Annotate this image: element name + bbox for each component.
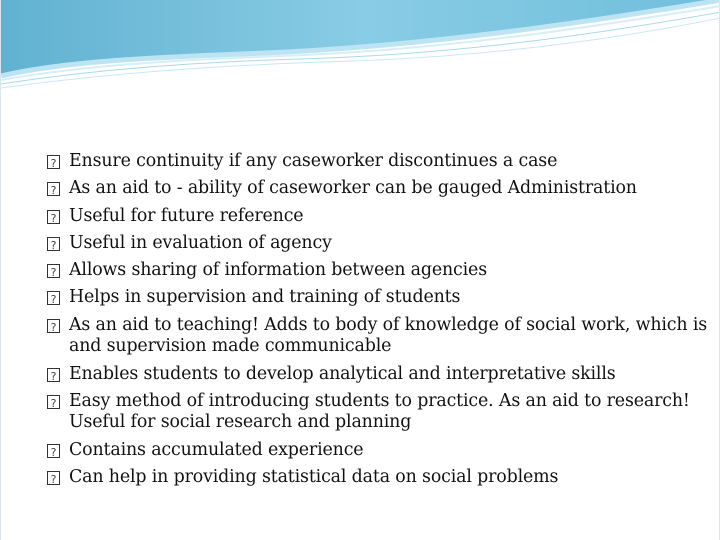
list-item <box>47 206 707 228</box>
list-item <box>47 391 707 434</box>
replacement-character-icon <box>47 395 60 409</box>
replacement-character-icon <box>47 444 60 458</box>
replacement-character-icon <box>47 237 60 251</box>
list-item <box>47 287 707 309</box>
bullet-list <box>47 151 707 488</box>
bullet-text: As an aid to - ability of caseworker can be gauged Administration <box>69 178 637 199</box>
replacement-character-icon <box>47 182 60 196</box>
bullet-text: Useful for future reference <box>69 205 304 226</box>
bullet-text: Helps in supervision and training of students <box>69 287 461 308</box>
bullet-text: Allows sharing of information between agencies <box>69 260 487 281</box>
bullet-text: As an aid to teaching! Adds to body of knowledge of social work, which is and supervision made communicable <box>69 314 708 357</box>
list-item <box>47 151 707 173</box>
list-item <box>47 364 707 386</box>
list-item <box>47 233 707 255</box>
bullet-text: Contains accumulated experience <box>69 439 364 460</box>
list-item <box>47 178 707 200</box>
list-item <box>47 440 707 462</box>
list-item <box>47 315 707 358</box>
bullet-text: Enables students to develop analytical and interpretative skills <box>69 363 616 384</box>
replacement-character-icon <box>47 368 60 382</box>
content-area <box>47 151 707 494</box>
replacement-character-icon <box>47 210 60 224</box>
list-item <box>47 467 707 489</box>
replacement-character-icon <box>47 291 60 305</box>
bullet-text: Easy method of introducing students to practice. As an aid to research! Useful for social research and planning <box>69 390 690 433</box>
replacement-character-icon <box>47 264 60 278</box>
replacement-character-icon <box>47 155 60 169</box>
header-wave-decoration <box>1 0 720 100</box>
bullet-text: Can help in providing statistical data on social problems <box>69 466 559 487</box>
bullet-text: Ensure continuity if any caseworker discontinues a case <box>69 151 558 171</box>
replacement-character-icon <box>47 319 60 333</box>
bullet-text: Useful in evaluation of agency <box>69 232 332 253</box>
list-item <box>47 260 707 282</box>
replacement-character-icon <box>47 471 60 485</box>
